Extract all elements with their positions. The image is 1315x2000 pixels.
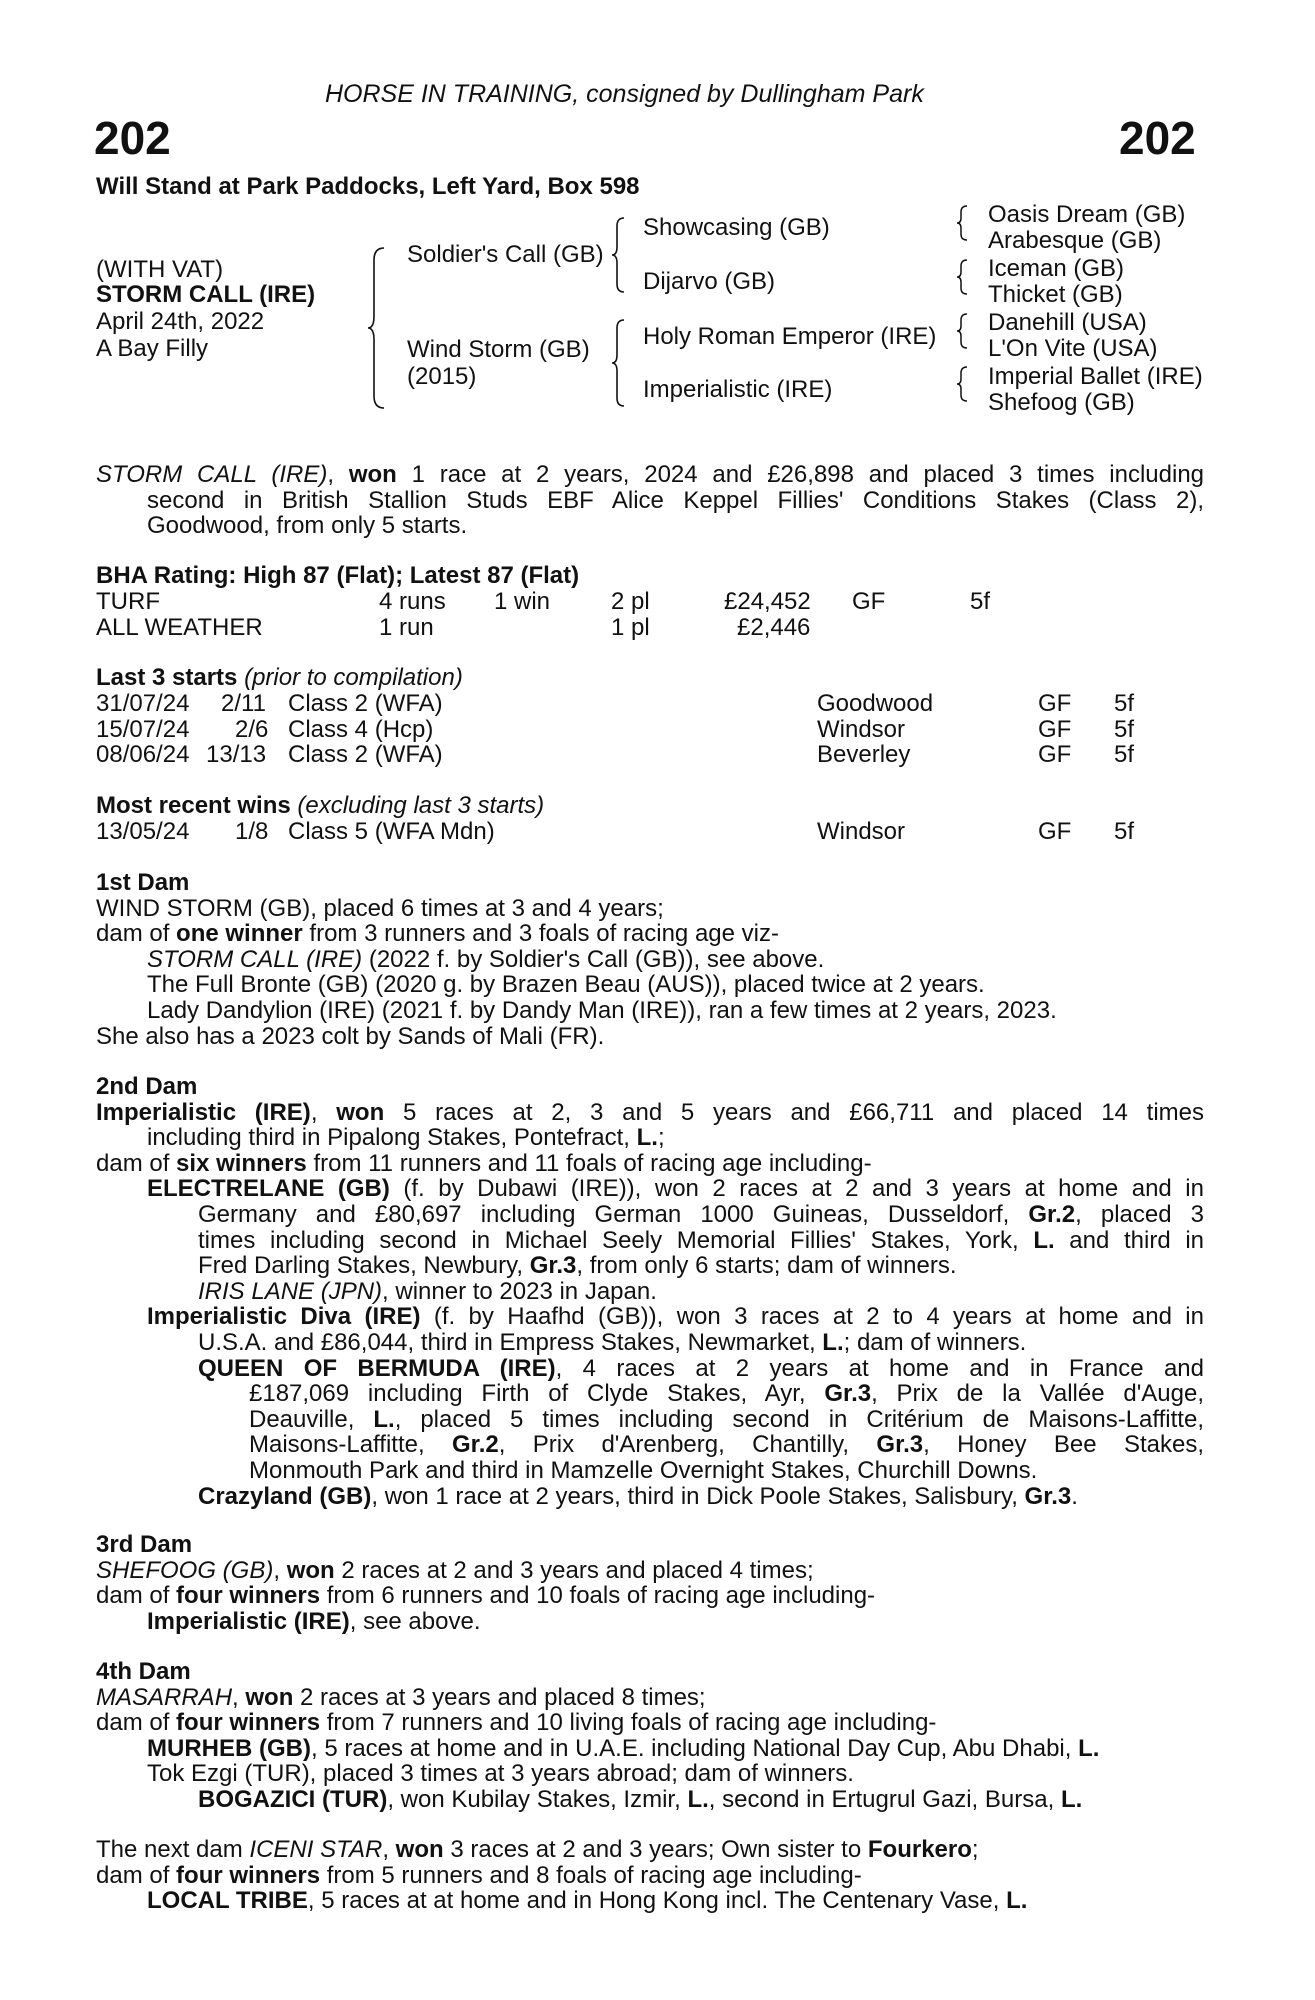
- pedigree-dam-year: (2015): [407, 363, 477, 390]
- pedigree-dam: Wind Storm (GB): [407, 336, 590, 363]
- pedigree-sire: Soldier's Call (GB): [407, 241, 604, 268]
- lot-number-left: 202: [94, 112, 171, 164]
- fourth-dam-heading: 4th Dam: [96, 1658, 191, 1685]
- pedigree-sss: Oasis Dream (GB): [988, 201, 1186, 228]
- summary-horse-name: STORM CALL (IRE): [96, 461, 328, 488]
- pedigree-ddd: Shefoog (GB): [988, 389, 1135, 416]
- pedigree-sire-sire: Showcasing (GB): [643, 214, 830, 241]
- pedigree-ssd: Arabesque (GB): [988, 227, 1162, 254]
- pedigree-brace-ds: [955, 312, 971, 350]
- first-dam-section: 1st Dam WIND STORM (GB), placed 6 times at 3 and 4 years; dam of one winner from 3 runners and 3 foals of racing age viz- STORM CALL (IRE) (2022 f. by Soldier's Call (GB)), see above. The Full Bronte (GB) (2020 g. by Brazen Beau (AUS)), placed twice at 2 years. Lady Dandylion (IRE) (2021 f. by Dandy Man (IRE)), ran a few times at 2 years, 2023. She also has a 2023 colt by Sands of Mali (FR).: [96, 870, 1204, 1049]
- second-dam-heading: 2nd Dam: [96, 1073, 198, 1100]
- pedigree-dam-sire: Holy Roman Emperor (IRE): [643, 323, 937, 350]
- pedigree-brace-ss: [955, 204, 971, 242]
- first-dam-heading: 1st Dam: [96, 869, 190, 896]
- pedigree-brace-main: [366, 246, 388, 410]
- pedigree-sds: Iceman (GB): [988, 255, 1125, 282]
- horse-dob: April 24th, 2022: [96, 308, 265, 335]
- pedigree-sdd: Thicket (GB): [988, 281, 1123, 308]
- recent-wins-heading: Most recent wins (excluding last 3 starts): [96, 792, 545, 819]
- vat-note: (WITH VAT): [96, 256, 224, 283]
- fourth-dam-section: 4th Dam MASARRAH, won 2 races at 3 years and placed 8 times; dam of four winners from 7 runners and 10 living foals of racing age including- MURHEB (GB), 5 races at home and in U.A.E. including National Day Cup, Abu Dhabi, L. Tok Ezgi (TUR), placed 3 times at 3 years abroad; dam of winners. BOGAZICI (TUR), won Kubilay Stakes, Izmir, L., second in Ertugrul Gazi, Bursa, L.: [96, 1659, 1204, 1813]
- third-dam-heading: 3rd Dam: [96, 1531, 193, 1558]
- pedigree-brace-sire: [610, 216, 628, 294]
- consignment-title: HORSE IN TRAINING, consigned by Dullingham Park: [325, 80, 924, 108]
- horse-name: STORM CALL (IRE): [96, 281, 316, 308]
- next-dam-section: The next dam ICENI STAR, won 3 races at 2 and 3 years; Own sister to Fourkero; dam of four winners from 5 runners and 8 foals of racing age including- LOCAL TRIBE, 5 races at at home and in Hong Kong incl. The Centenary Vase, L.: [96, 1836, 1028, 1915]
- lot-number-right: 202: [1119, 112, 1196, 164]
- pedigree-dam-dam: Imperialistic (IRE): [643, 376, 833, 403]
- pedigree-dds: Imperial Ballet (IRE): [988, 363, 1203, 390]
- pedigree-brace-dd: [955, 365, 971, 403]
- last3-heading: Last 3 starts (prior to compilation): [96, 664, 463, 691]
- third-dam-section: 3rd Dam SHEFOOG (GB), won 2 races at 2 and 3 years and placed 4 times; dam of four winners from 6 runners and 10 foals of racing age including- Imperialistic (IRE), see above.: [96, 1532, 1204, 1634]
- pedigree-brace-dam: [610, 318, 628, 408]
- stable-location: Will Stand at Park Paddocks, Left Yard, Box 598: [96, 173, 640, 200]
- horse-description: A Bay Filly: [96, 335, 209, 362]
- bha-rating-heading: BHA Rating: High 87 (Flat); Latest 87 (Flat): [96, 562, 580, 589]
- race-summary: STORM CALL (IRE), won 1 race at 2 years, 2024 and £26,898 and placed 3 times including second in British Stallion Studs EBF Alice Keppel Fillies' Conditions Stakes (Class 2), Goodwood, from only 5 starts.: [96, 461, 1205, 540]
- pedigree-sire-dam: Dijarvo (GB): [643, 268, 776, 295]
- pedigree-brace-sd: [955, 258, 971, 296]
- second-dam-section: 2nd Dam Imperialistic (IRE), won 5 races at 2, 3 and 5 years and £66,711 and placed 14 times including third in Pipalong Stakes, Pontefract, L.; dam of six winners from 11 runners and 11 foals of racing age including- ELECTRELANE (GB) (f. by Dubawi (IRE)), won 2 races at 2 and 3 years at home and in Germany and £80,697 including German 1000 Guineas, Dusseldorf, Gr.2, placed 3 times including second in Michael Seely Memorial Fillies' Stakes, York, L. and third in Fred Darling Stakes, Newbury, Gr.3, from only 6 starts; dam of winners. IRIS LANE (JPN), winner to 2023 in Japan. Imperialistic Diva (IRE) (f. by Haafhd (GB)), won 3 races at 2 to 4 years at home and in U.S.A. and £86,044, third in Empress Stakes, Newmarket, L.; dam of winners. QUEEN OF BERMUDA (IRE), 4 races at 2 years at home and in France and £187,069 including Firth of Clyde Stakes, Ayr, Gr.3, Prix de la Vallée d'Auge, Deauville, L., placed 5 times including second in Critérium de Maisons-Laffitte, Maisons-Laffitte, Gr.2, Prix d'Arenberg, Chantilly, Gr.3, Honey Bee Stakes, Monmouth Park and third in Mamzelle Overnight Stakes, Churchill Downs. Crazyland (GB), won 1 race at 2 years, third in Dick Poole Stakes, Salisbury, Gr.3.: [96, 1073, 1205, 1510]
- pedigree-dss: Danehill (USA): [988, 309, 1147, 336]
- pedigree-dsd: L'On Vite (USA): [988, 335, 1158, 362]
